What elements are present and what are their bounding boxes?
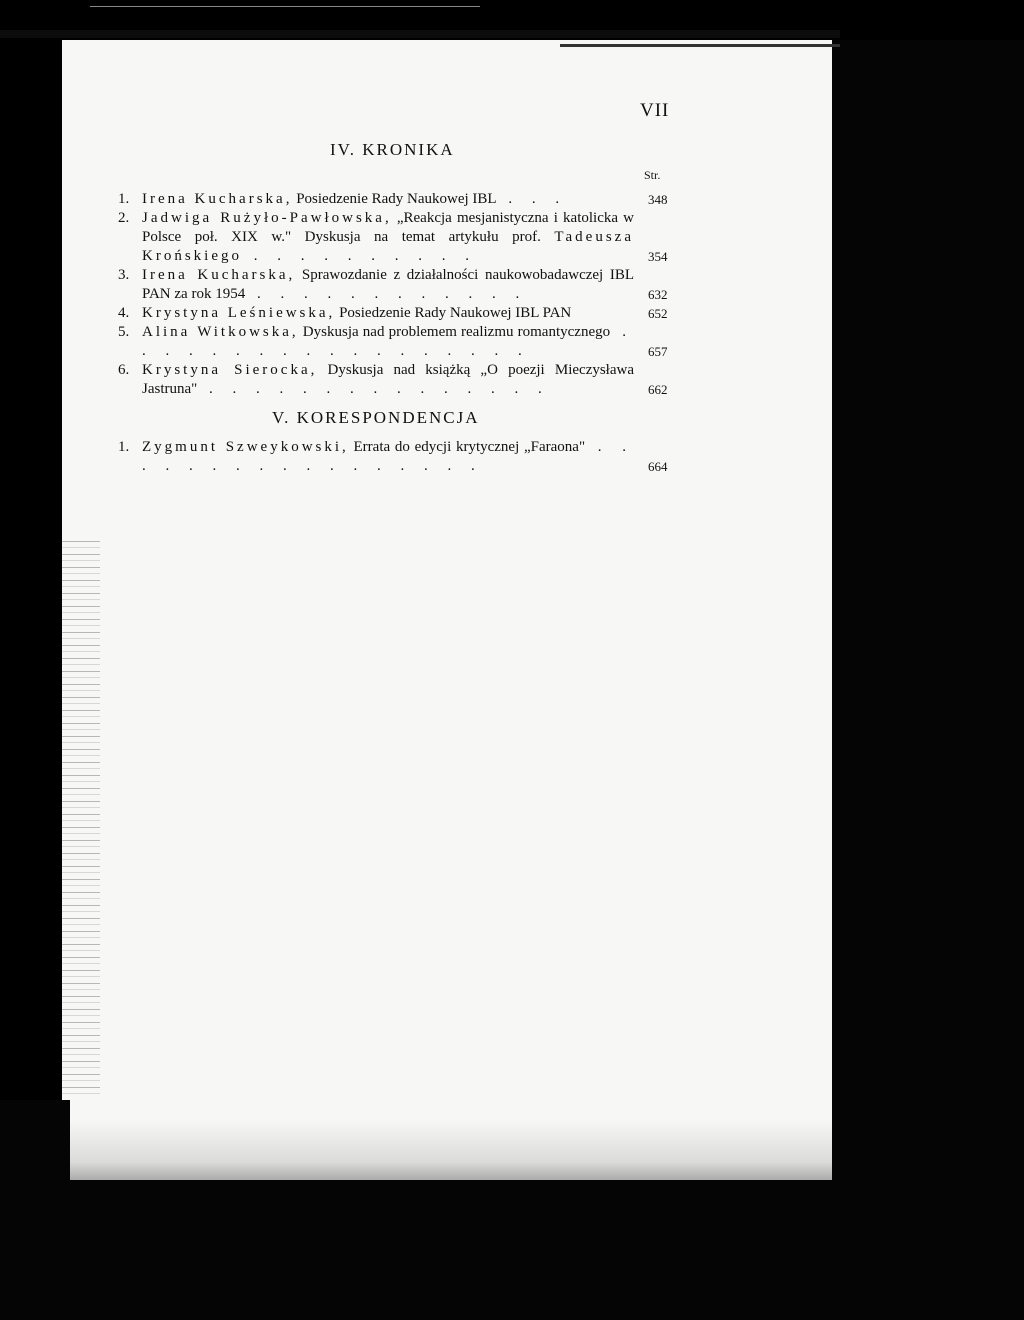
- entry-title: Sprawozdanie z działalności naukowobadawczej IBL PAN za rok 1954: [142, 267, 634, 302]
- scan-edge-bottom: [62, 1120, 832, 1180]
- entry-title: Dyskusja nad książką „O poezji Mieczysława Jastruna": [142, 362, 634, 397]
- entry-number: 1.: [118, 439, 130, 455]
- entry-author: Zygmunt Szweykowski,: [142, 439, 349, 455]
- toc-entry: [118, 438, 678, 476]
- toc-entry: [118, 190, 678, 209]
- entry-leader: . . . . . . . . . . . . . . . . . .: [142, 324, 634, 359]
- scan-line: [90, 6, 480, 7]
- entry-page: 652: [648, 306, 668, 321]
- entry-leader: . . .: [496, 191, 568, 207]
- entry-leader: . . . . . . . . . .: [242, 248, 477, 264]
- toc-section-kronika: [118, 190, 678, 399]
- entry-number: 1.: [118, 191, 130, 207]
- entry-number: 4.: [118, 305, 130, 321]
- toc-entry: [118, 266, 678, 304]
- entry-number: 6.: [118, 362, 130, 378]
- entry-number: 2.: [118, 210, 130, 226]
- scan-margin-bottom: [0, 1180, 1024, 1320]
- toc-section-korespondencja: [118, 438, 678, 476]
- entry-author: Krystyna Sierocka,: [142, 362, 318, 378]
- page-column-header: Str.: [644, 168, 661, 182]
- entry-title: Posiedzenie Rady Naukowej IBL: [292, 191, 497, 207]
- scan-margin-left: [0, 1100, 70, 1320]
- entry-page: 662: [648, 382, 668, 397]
- scan-top-rule-shadow: [560, 44, 840, 47]
- entry-title: Dyskusja nad problemem realizmu romantycznego: [298, 324, 611, 340]
- toc-entry: [118, 209, 678, 266]
- entry-author: Jadwiga Rużyło-Pawłowska,: [142, 210, 392, 226]
- entry-author: Irena Kucharska,: [142, 191, 293, 207]
- entry-author: Krystyna Leśniewska,: [142, 305, 336, 321]
- toc-entry: [118, 323, 678, 361]
- entry-number: 5.: [118, 324, 130, 340]
- page-folio: VII: [640, 100, 670, 121]
- entry-subject-author: Tadeusza Krońskiego: [142, 229, 634, 264]
- entry-page: 354: [648, 249, 668, 264]
- entry-title: „Reakcja mesjanistyczna i katolicka w Polsce poł. XIX w." Dyskusja na temat artykułu prof.: [142, 210, 634, 245]
- scan-edge-left: [62, 540, 100, 1100]
- entry-page: 657: [648, 344, 668, 359]
- entry-page: 348: [648, 192, 668, 207]
- entry-title: Posiedzenie Rady Naukowej IBL PAN: [335, 305, 572, 321]
- entry-leader: . . . . . . . . . . . . . . .: [197, 381, 550, 397]
- entry-author: Alina Witkowska,: [142, 324, 299, 340]
- entry-leader: . . . . . . . . . . . .: [245, 286, 528, 302]
- toc-entry: [118, 304, 678, 323]
- entry-leader: . . . . . . . . . . . . . . . . .: [142, 439, 634, 474]
- section-title-korespondencja: V. KORESPONDENCJA: [272, 408, 480, 427]
- entry-page: 664: [648, 459, 668, 474]
- section-title-kronika: IV. KRONIKA: [330, 140, 455, 159]
- entry-number: 3.: [118, 267, 130, 283]
- entry-title: Errata do edycji krytycznej „Faraona": [348, 439, 586, 455]
- scan-top-rule: [0, 30, 840, 38]
- entry-author: Irena Kucharska,: [142, 267, 296, 283]
- toc-entry: [118, 361, 678, 399]
- scan-margin-right: [832, 40, 1024, 1320]
- entry-page: 632: [648, 287, 668, 302]
